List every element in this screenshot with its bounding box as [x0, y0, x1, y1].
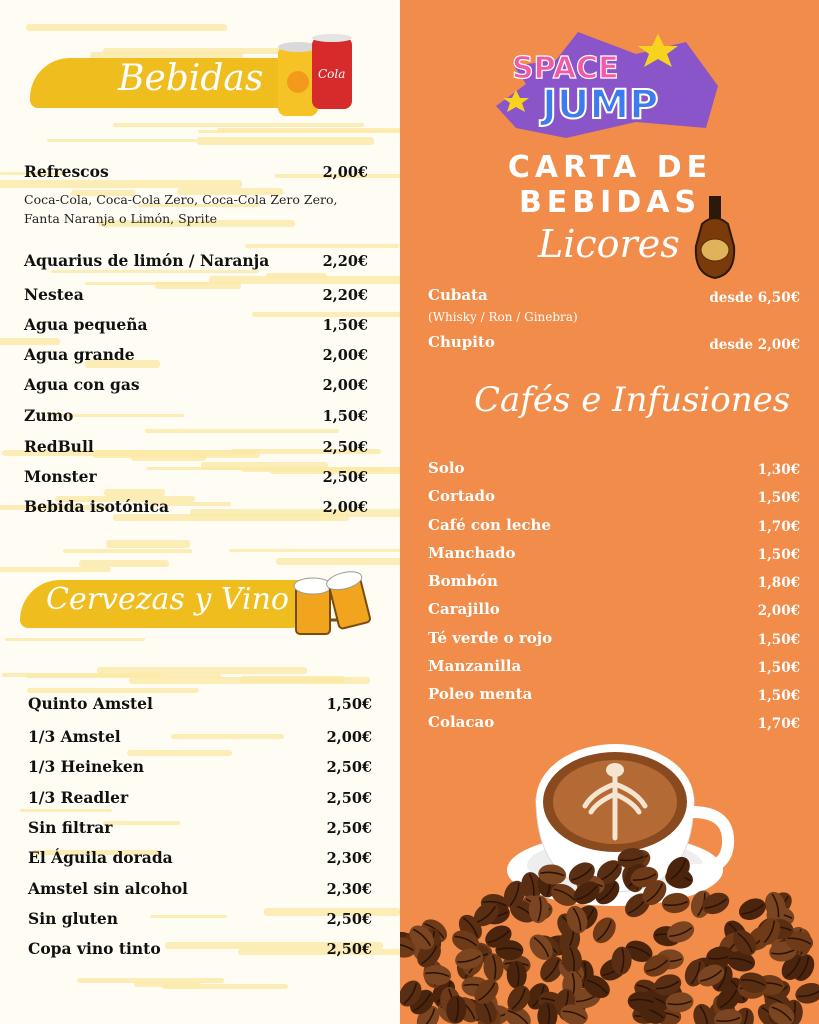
liquor-bottle-icon [690, 194, 740, 282]
can-label: Cola [318, 67, 346, 81]
brush-streak [145, 429, 339, 433]
brush-streak [26, 24, 227, 31]
brush-streak [171, 734, 284, 739]
cerveza-name: Copa vino tinto [28, 939, 161, 958]
bebida-name: Agua con gas [24, 375, 140, 394]
brush-streak [5, 638, 145, 641]
brush-streak [103, 821, 180, 825]
bebida-price: 2,20€ [322, 253, 368, 270]
cafes-heading: Cafés e Infusiones [474, 380, 791, 420]
brush-streak [155, 282, 241, 289]
bebida-name: Bebida isotónica [24, 497, 170, 516]
brush-streak [0, 338, 60, 345]
cafe-price: 1,70€ [757, 716, 800, 732]
brush-streak [150, 915, 227, 918]
refrescos-detail-1: Coca-Cola, Coca-Cola Zero, Coca-Cola Zero Zero, [24, 192, 338, 207]
logo-jump-text: JUMP [542, 82, 659, 128]
brush-streak [79, 560, 169, 567]
cafe-price: 1,50€ [757, 490, 800, 506]
cerveza-price: 2,50€ [326, 790, 372, 807]
space-jump-logo [486, 26, 726, 144]
coffee-bean [661, 891, 691, 914]
brush-streak [127, 750, 232, 756]
cerveza-name: 1/3 Heineken [28, 757, 145, 776]
bebida-price: 2,00€ [322, 347, 368, 364]
cafe-price: 1,30€ [757, 462, 800, 478]
licores-heading: Licores [538, 222, 680, 266]
bebida-name: Nestea [24, 285, 84, 304]
bebida-name: Monster [24, 467, 97, 486]
brush-streak [63, 549, 192, 553]
brush-streak [197, 137, 374, 145]
bebida-name: Agua pequeña [24, 315, 148, 334]
cerveza-price: 2,50€ [326, 820, 372, 837]
licor-name: Cubata [428, 286, 488, 304]
brush-streak [51, 270, 259, 273]
brush-streak [27, 688, 199, 693]
cerveza-name: Sin filtrar [28, 818, 113, 837]
brush-streak [106, 540, 190, 548]
cafe-price: 1,50€ [757, 632, 800, 648]
cafe-name: Cortado [428, 487, 495, 505]
licor-detail: (Whisky / Ron / Ginebra) [428, 310, 578, 324]
cafe-name: Poleo menta [428, 685, 533, 703]
refrescos-detail-2: Fanta Naranja o Limón, Sprite [24, 211, 218, 226]
bebida-name: Aquarius de limón / Naranja [24, 251, 270, 270]
cerveza-price: 2,30€ [326, 881, 372, 898]
bebida-price: 2,20€ [322, 287, 368, 304]
cafe-price: 1,50€ [757, 547, 800, 563]
brush-streak [129, 677, 370, 684]
brush-streak [26, 674, 221, 678]
cerveza-price: 2,50€ [326, 759, 372, 776]
cerveza-name: Quinto Amstel [28, 694, 153, 713]
cerveza-name: 1/3 Readler [28, 788, 129, 807]
cerveza-name: Amstel sin alcohol [28, 879, 188, 898]
bebida-name: RedBull [24, 437, 94, 456]
bebida-price: 2,50€ [322, 439, 368, 456]
brush-streak [104, 489, 165, 496]
cerveza-price: 2,50€ [326, 911, 372, 928]
brush-streak [266, 273, 327, 278]
bebida-price: 1,50€ [322, 317, 368, 334]
bebida-name: Zumo [24, 406, 74, 425]
cafe-name: Colacao [428, 713, 495, 731]
bebida-price: 1,50€ [322, 408, 368, 425]
left-panel [0, 0, 400, 1024]
brush-streak [0, 567, 111, 572]
coffee-bean [736, 894, 770, 924]
brush-streak [276, 558, 400, 565]
cafe-name: Manchado [428, 544, 516, 562]
cafe-name: Té verde o rojo [428, 629, 553, 647]
beer-mugs-icon [290, 566, 376, 642]
licor-price: desde 6,50€ [709, 290, 800, 306]
licor-price: desde 2,00€ [709, 337, 800, 353]
brush-streak [162, 984, 288, 989]
cafe-name: Carajillo [428, 600, 500, 618]
cafe-name: Café con leche [428, 516, 551, 534]
cafe-price: 1,70€ [757, 519, 800, 535]
brush-streak [198, 130, 400, 133]
cafe-price: 1,50€ [757, 660, 800, 676]
brush-streak [0, 180, 242, 188]
bebida-price: 2,00€ [322, 377, 368, 394]
right-panel [400, 0, 819, 1024]
brush-streak [113, 123, 364, 127]
cafe-price: 1,80€ [757, 575, 800, 591]
brush-streak [20, 809, 112, 812]
refrescos-price: 2,00€ [322, 164, 368, 181]
cervezas-heading: Cervezas y Vino [46, 582, 289, 617]
cafe-name: Bombón [428, 572, 498, 590]
cafe-price: 2,00€ [757, 603, 800, 619]
cerveza-price: 2,30€ [326, 850, 372, 867]
bebidas-heading: Bebidas [118, 58, 264, 99]
brush-streak [47, 139, 197, 142]
cerveza-name: Sin gluten [28, 909, 119, 928]
bebida-price: 2,00€ [322, 499, 368, 516]
bebida-name: Agua grande [24, 345, 135, 364]
bebida-price: 2,50€ [322, 469, 368, 486]
licor-name: Chupito [428, 333, 495, 351]
brush-streak [245, 244, 399, 248]
cafe-name: Solo [428, 459, 465, 477]
coffee-beans-svg [400, 824, 819, 1024]
brush-streak [229, 549, 400, 552]
brush-streak [97, 667, 307, 674]
cafe-price: 1,50€ [757, 688, 800, 704]
cerveza-price: 1,50€ [326, 696, 372, 713]
cerveza-price: 2,50€ [326, 941, 372, 958]
cerveza-name: El Águila dorada [28, 848, 173, 867]
soda-cans-icon [276, 34, 358, 120]
cafe-name: Manzanilla [428, 657, 522, 675]
logo-space-text: SPACE [512, 51, 619, 86]
cerveza-name: 1/3 Amstel [28, 727, 121, 746]
page-title: CARTA DE BEBIDAS [507, 150, 713, 220]
refrescos-name: Refrescos [24, 162, 109, 181]
cerveza-price: 2,00€ [326, 729, 372, 746]
